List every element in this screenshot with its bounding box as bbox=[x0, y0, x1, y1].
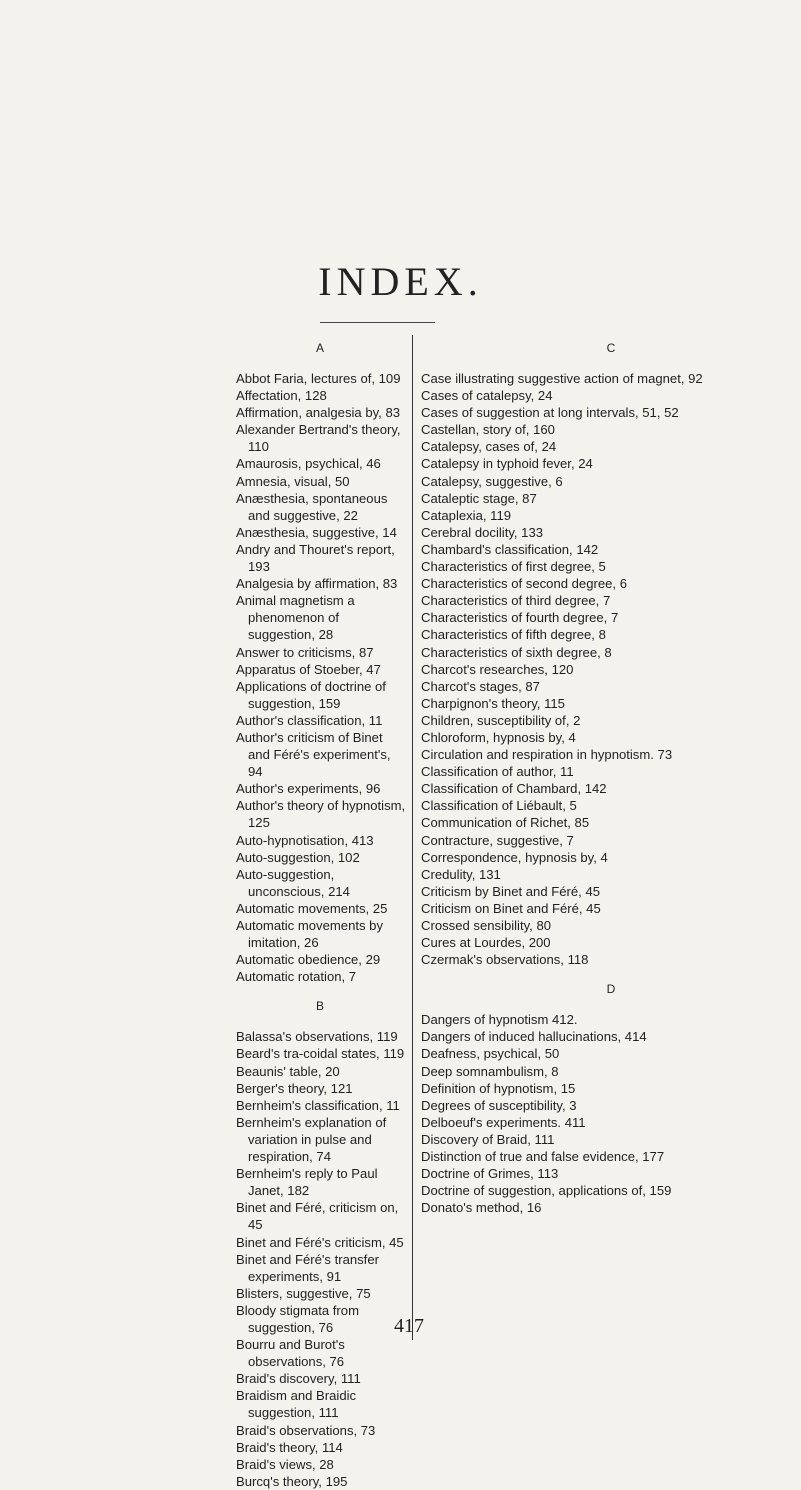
index-entry: Auto-hypnotisation, 413 bbox=[236, 832, 374, 848]
index-entry: Definition of hypnotism, 15 bbox=[421, 1080, 576, 1096]
index-entry: Classification of Liébault, 5 bbox=[421, 798, 577, 814]
index-entry: Bernheim's explanation of variation in pulse and respiration, 74 bbox=[236, 1114, 387, 1165]
index-section bbox=[421, 340, 801, 968]
index-entry: Anæsthesia, spontaneous and suggestive, 22 bbox=[236, 490, 388, 523]
index-entry: Deafness, psychical, 50 bbox=[421, 1046, 560, 1062]
index-entry: Braid's views, 28 bbox=[236, 1456, 334, 1472]
index-entry: Classification of author, 11 bbox=[421, 764, 574, 780]
index-entry: Characteristics of second degree, 6 bbox=[421, 576, 627, 592]
index-entry: Crossed sensibility, 80 bbox=[421, 918, 552, 933]
index-entry: Animal magnetism a phenomenon of suggestion, 28 bbox=[236, 593, 355, 643]
right-column bbox=[421, 340, 801, 1216]
index-entry: Applications of doctrine of suggestion, 159 bbox=[236, 678, 386, 711]
index-entry: Braidism and Braidic suggestion, 111 bbox=[236, 1388, 357, 1421]
index-entry: Author's criticism of Binet and Féré's experiment's, 94 bbox=[236, 729, 391, 780]
index-entry: Degrees of susceptibility, 3 bbox=[421, 1097, 577, 1113]
index-entry: Abbot Faria, lectures of, 109 bbox=[236, 371, 401, 386]
page-number: 417 bbox=[394, 1315, 424, 1337]
index-entry: Alexander Bertrand's theory, 110 bbox=[236, 422, 401, 455]
index-entry: Characteristics of first degree, 5 bbox=[421, 559, 606, 575]
index-entry: Catalepsy, suggestive, 6 bbox=[421, 473, 563, 489]
index-entry: Children, susceptibility of, 2 bbox=[421, 712, 581, 728]
index-entry: Delboeuf's experiments. 411 bbox=[421, 1114, 586, 1130]
index-entry: Classification of Chambard, 142 bbox=[421, 781, 607, 797]
index-entry: Author's experiments, 96 bbox=[236, 781, 381, 797]
index-entry: Analgesia by affirmation, 83 bbox=[236, 576, 398, 592]
index-entry: Cataleptic stage, 87 bbox=[421, 490, 537, 506]
index-entry: Automatic obedience, 29 bbox=[236, 952, 381, 968]
index-entry: Berger's theory, 121 bbox=[236, 1080, 353, 1096]
index-entry: Czermak's observations, 118 bbox=[421, 952, 589, 968]
index-entry: Charpignon's theory, 115 bbox=[421, 695, 565, 711]
index-entry: Automatic movements, 25 bbox=[236, 900, 388, 916]
index-entry: Andry and Thouret's report, 193 bbox=[236, 541, 395, 575]
index-section bbox=[236, 998, 406, 1490]
page-title: INDEX. bbox=[318, 259, 483, 304]
index-entry: Binet and Féré's criticism, 45 bbox=[236, 1234, 404, 1250]
section-letter: A bbox=[315, 341, 324, 355]
section-letter: B bbox=[315, 999, 324, 1014]
left-column bbox=[236, 340, 406, 1490]
index-entry: Braid's discovery, 111 bbox=[236, 1371, 361, 1387]
index-entry: Contracture, suggestive, 7 bbox=[421, 832, 574, 848]
index-entry: Amaurosis, psychical, 46 bbox=[236, 456, 381, 472]
index-entry: Distinction of true and false evidence, 177 bbox=[421, 1149, 665, 1165]
index-entry: Discovery of Braid, 111 bbox=[421, 1131, 555, 1147]
index-entry: Cures at Lourdes, 200 bbox=[421, 935, 551, 951]
index-section bbox=[421, 981, 801, 1216]
index-entry: Credulity, 131 bbox=[421, 866, 501, 882]
index-entry: Automatic movements by imitation, 26 bbox=[236, 918, 383, 951]
index-entry: Automatic rotation, 7 bbox=[236, 969, 357, 985]
index-entry: Cerebral docility, 133 bbox=[421, 524, 544, 540]
index-entry: Criticism by Binet and Féré, 45 bbox=[421, 883, 601, 899]
index-entry: Cases of suggestion at long intervals, 51, 52 bbox=[421, 405, 679, 421]
index-entry: Charcot's researches, 120 bbox=[421, 661, 574, 677]
index-entry: Characteristics of sixth degree, 8 bbox=[421, 644, 612, 660]
index-entry: Answer to criticisms, 87 bbox=[236, 644, 374, 660]
index-entry: Doctrine of suggestion, applications of, 159 bbox=[421, 1183, 672, 1199]
index-entry: Binet and Féré's transfer experiments, 91 bbox=[236, 1251, 379, 1284]
index-entry: Braid's theory, 114 bbox=[236, 1439, 343, 1455]
index-entry: Affirmation, analgesia by, 83 bbox=[236, 405, 401, 421]
index-entry: Circulation and respiration in hypnotism. 73 bbox=[421, 747, 673, 763]
index-entry: Correspondence, hypnosis by, 4 bbox=[421, 849, 608, 865]
section-letter: D bbox=[606, 982, 616, 997]
index-entry: Bernheim's reply to Paul Janet, 182 bbox=[236, 1166, 378, 1199]
index-entry: Author's theory of hypnotism, 125 bbox=[236, 798, 406, 831]
index-entry: Catalepsy, cases of, 24 bbox=[421, 439, 557, 455]
index-entry: Author's classification, 11 bbox=[236, 712, 383, 728]
index-entry: Deep somnambulism, 8 bbox=[421, 1063, 559, 1079]
index-entry: Chambard's classification, 142 bbox=[421, 541, 599, 557]
index-entry: Affectation, 128 bbox=[236, 388, 327, 404]
section-gap bbox=[421, 968, 801, 981]
index-entry: Characteristics of fifth degree, 8 bbox=[421, 627, 606, 643]
index-entry: Amnesia, visual, 50 bbox=[236, 473, 350, 489]
title-rule bbox=[320, 322, 435, 323]
index-entry: Blisters, suggestive, 75 bbox=[236, 1285, 371, 1301]
index-entry: Braid's observations, 73 bbox=[236, 1422, 376, 1438]
index-entry: Auto-suggestion, 102 bbox=[236, 849, 360, 865]
index-entry: Beard's tra-coidal states, 119 bbox=[236, 1046, 405, 1062]
index-entry: Apparatus of Stoeber, 47 bbox=[236, 661, 381, 677]
index-entry: Bernheim's classification, 11 bbox=[236, 1097, 400, 1113]
section-letter: C bbox=[606, 341, 616, 355]
index-entry: Criticism on Binet and Féré, 45 bbox=[421, 900, 601, 916]
index-entry: Anæsthesia, suggestive, 14 bbox=[236, 524, 397, 540]
index-entry: Cataplexia, 119 bbox=[421, 507, 512, 523]
index-entry: Charcot's stages, 87 bbox=[421, 678, 540, 694]
index-entry: Donato's method, 16 bbox=[421, 1200, 542, 1216]
index-entry: Burcq's theory, 195 bbox=[236, 1473, 348, 1489]
index-entry: Beaunis' table, 20 bbox=[236, 1063, 340, 1079]
index-entry: Castellan, story of, 160 bbox=[421, 422, 555, 438]
index-entry: Bloody stigmata from suggestion, 76 bbox=[236, 1302, 359, 1335]
index-entry: Binet and Féré, criticism on, 45 bbox=[236, 1200, 399, 1233]
index-entry: Characteristics of third degree, 7 bbox=[421, 593, 611, 609]
index-entry: Communication of Richet, 85 bbox=[421, 815, 590, 831]
index-entry: Dangers of induced hallucinations, 414 bbox=[421, 1029, 647, 1045]
index-entry: Dangers of hypnotism 412. bbox=[421, 1012, 578, 1028]
index-entry: Doctrine of Grimes, 113 bbox=[421, 1166, 559, 1182]
index-entry: Chloroform, hypnosis by, 4 bbox=[421, 729, 576, 745]
index-section bbox=[236, 340, 406, 985]
index-entry: Cases of catalepsy, 24 bbox=[421, 388, 553, 404]
index-entry: Auto-suggestion, unconscious, 214 bbox=[236, 866, 350, 899]
index-entry: Balassa's observations, 119 bbox=[236, 1029, 398, 1045]
index-entry: Bourru and Burot's observations, 76 bbox=[236, 1337, 345, 1370]
column-separator bbox=[412, 335, 413, 1340]
index-entry: Characteristics of fourth degree, 7 bbox=[421, 610, 619, 626]
section-gap bbox=[236, 985, 406, 998]
index-entry: Case illustrating suggestive action of magnet, 92 bbox=[421, 371, 703, 386]
index-entry: Catalepsy in typhoid fever, 24 bbox=[421, 456, 593, 472]
